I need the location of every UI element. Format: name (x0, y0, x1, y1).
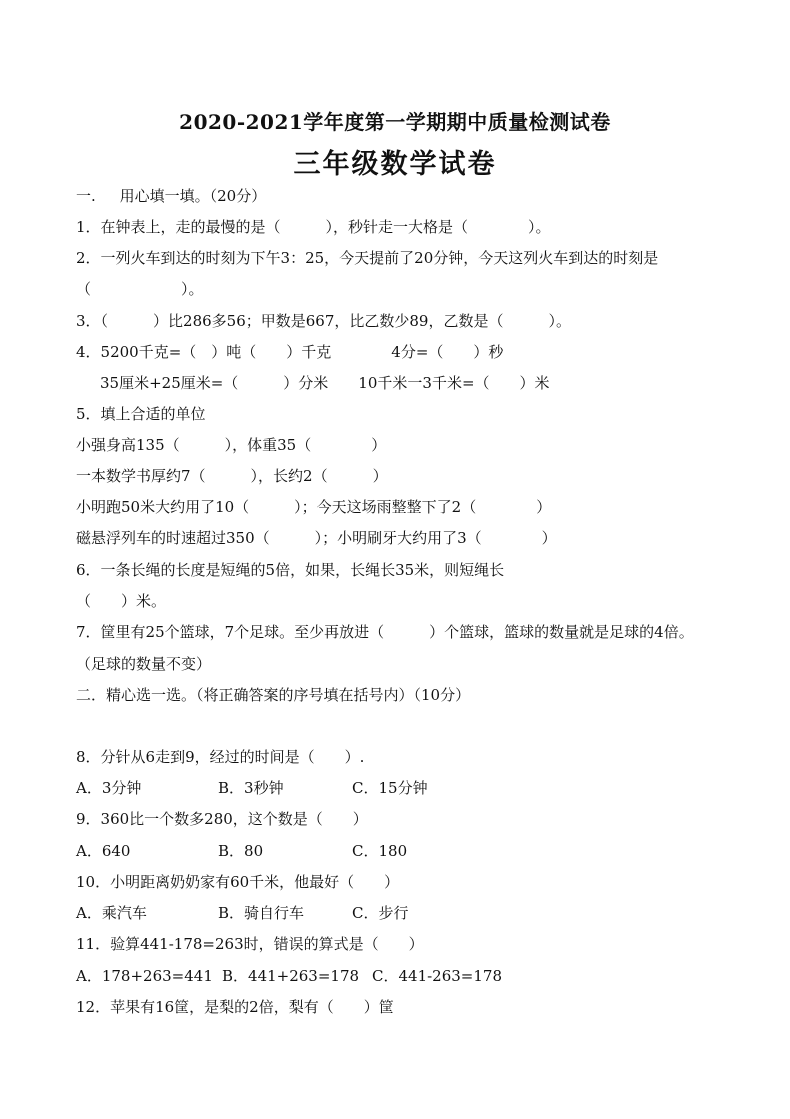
exam-title: 2020-2021学年度第一学期期中质量检测试卷 (179, 110, 611, 134)
question-8-option-c: C．15分钟 (352, 779, 428, 797)
question-9: 9．360比一个数多280，这个数是（ ） (76, 810, 368, 828)
question-9-option-c: C．180 (352, 842, 408, 860)
question-5-item-b: 一本数学书厚约7（ ），长约2（ ） (76, 467, 388, 485)
question-4-line1: 4．5200千克=（ ）吨（ ）千克 4分=（ ）秒 (76, 343, 504, 361)
question-11-option-b: B．441+263=178 (222, 967, 360, 985)
question-11-option-a: A．178+263=441 (76, 967, 213, 985)
question-5: 5．填上合适的单位 (76, 405, 206, 423)
question-6-line2: （ ）米。 (76, 592, 167, 610)
question-2-line1: 2．一列火车到达的时刻为下午3：25，今天提前了20分钟，今天这列火车到达的时刻是 (76, 249, 659, 267)
question-8-option-b: B．3秒钟 (218, 779, 284, 797)
question-7-line2: （足球的数量不变） (76, 655, 212, 673)
question-3: 3．（ ）比286多56；甲数是667，比乙数少89，乙数是（ ）。 (76, 312, 571, 330)
section1-heading: 一. 用心填一填。（20分） (76, 187, 267, 205)
exam-subtitle: 三年级数学试卷 (293, 149, 497, 180)
question-10: 10．小明距离奶奶家有60千米，他最好（ ） (76, 873, 400, 891)
question-1: 1．在钟表上，走的最慢的是（ ），秒针走一大格是（ ）。 (76, 218, 551, 236)
question-8: 8．分针从6走到9，经过的时间是（ ）. (76, 748, 365, 766)
question-5-item-d: 磁悬浮列车的时速超过350（ ）；小明刷牙大约用了3（ ） (76, 529, 557, 547)
question-12: 12．苹果有16筐，是梨的2倍，梨有（ ）筐 (76, 998, 394, 1016)
question-9-option-a: A．640 (76, 842, 131, 860)
question-6-line1: 6．一条长绳的长度是短绳的5倍，如果，长绳长35米，则短绳长 (76, 561, 505, 579)
question-10-option-a: A．乘汽车 (76, 904, 147, 922)
question-9-option-b: B．80 (218, 842, 264, 860)
question-10-option-c: C．步行 (352, 904, 409, 922)
question-8-option-a: A．3分钟 (76, 779, 142, 797)
question-5-item-c: 小明跑50米大约用了10（ ）；今天这场雨整整下了2（ ） (76, 498, 552, 516)
question-5-item-a: 小强身高135（ ），体重35（ ） (76, 436, 387, 454)
question-2-line2: （ ）。 (76, 280, 204, 298)
question-7-line1: 7．筐里有25个篮球，7个足球。至少再放进（ ）个篮球，篮球的数量就是足球的4倍。 (76, 623, 694, 641)
question-4-line2: 35厘米+25厘米=（ ）分米 10千米一3千米=（ ）米 (100, 374, 550, 392)
section2-heading: 二．精心选一选。（将正确答案的序号填在括号内）（10分） (76, 686, 471, 704)
question-11: 11．验算441-178=263时，错误的算式是（ ） (76, 935, 424, 953)
question-11-option-c: C．441-263=178 (372, 967, 503, 985)
question-10-option-b: B．骑自行车 (218, 904, 305, 922)
